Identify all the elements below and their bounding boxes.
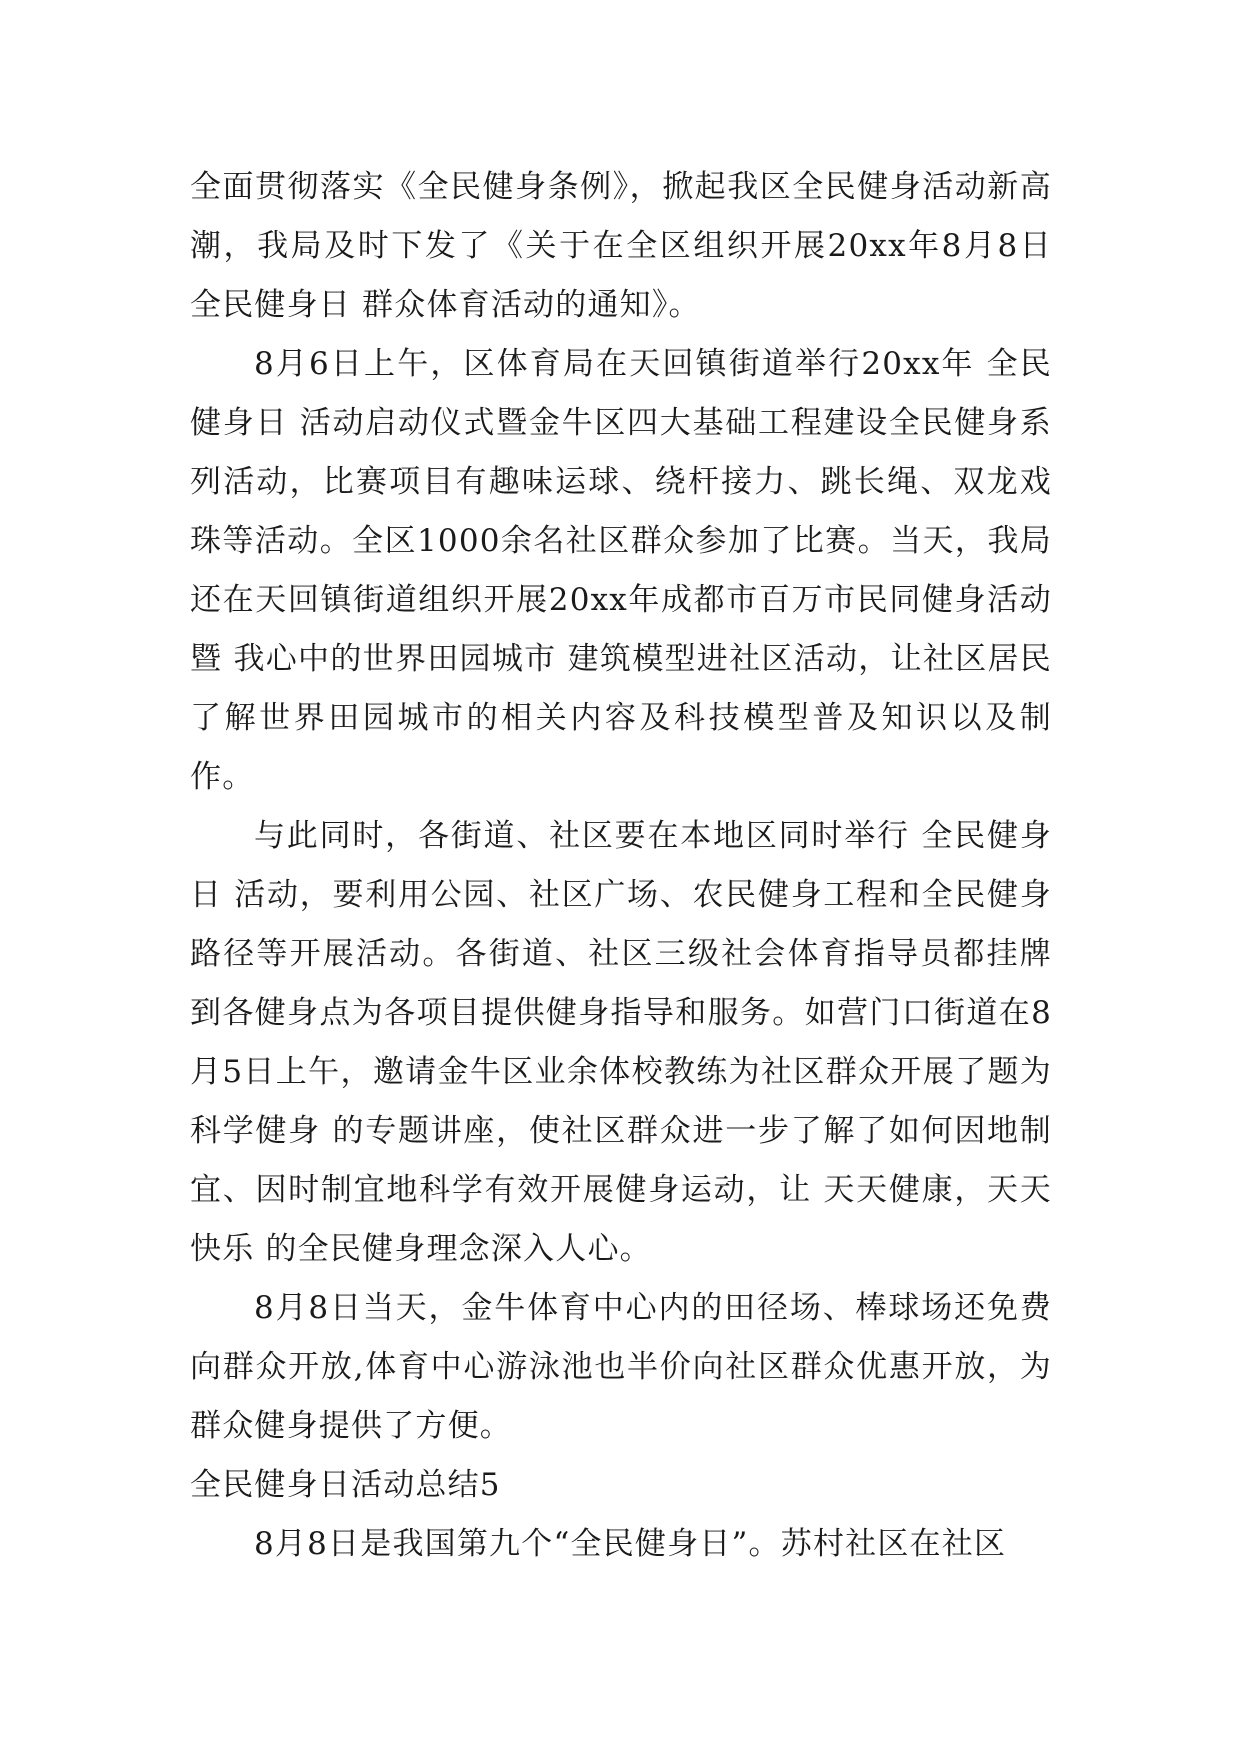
document-body <box>190 158 1052 1574</box>
paragraph-1: 全面贯彻落实《全民健身条例》，掀起我区全民健身活动新高潮，我局及时下发了《关于在全区组织开展20xx年8月8日 全民健身日 群众体育活动的通知》。 <box>190 169 1052 323</box>
section-heading: 全民健身日活动总结5 <box>190 1467 501 1503</box>
paragraph-3: 与此同时，各街道、社区要在本地区同时举行 全民健身日 活动，要利用公园、社区广场、农民健身工程和全民健身路径等开展活动。各街道、社区三级社会体育指导员都挂牌到各健身点为各项目提供健身指导和服务。如营门口街道在8月5日上午，邀请金牛区业余体校教练为社区群众开展了题为 科学健身 的专题讲座，使社区群众进一步了解了如何因地制宜、因时制宜地科学有效开展健身运动，让 天天健康，天天快乐 的全民健身理念深入人心。 <box>190 818 1052 1267</box>
paragraph-4: 8月8日当天，金牛体育中心内的田径场、棒球场还免费向群众开放,体育中心游泳池也半价向社区群众优惠开放，为群众健身提供了方便。 <box>190 1290 1052 1444</box>
paragraph-2: 8月6日上午，区体育局在天回镇街道举行20xx年 全民健身日 活动启动仪式暨金牛区四大基础工程建设全民健身系列活动，比赛项目有趣味运球、绕杆接力、跳长绳、双龙戏珠等活动。全区1000余名社区群众参加了比赛。当天，我局还在天回镇街道组织开展20xx年成都市百万市民同健身活动暨 我心中的世界田园城市 建筑模型进社区活动，让社区居民了解世界田园城市的相关内容及科技模型普及知识以及制作。 <box>190 346 1052 795</box>
paragraph-5: 8月8日是我国第九个“全民健身日”。苏村社区在社区 <box>254 1526 1007 1562</box>
